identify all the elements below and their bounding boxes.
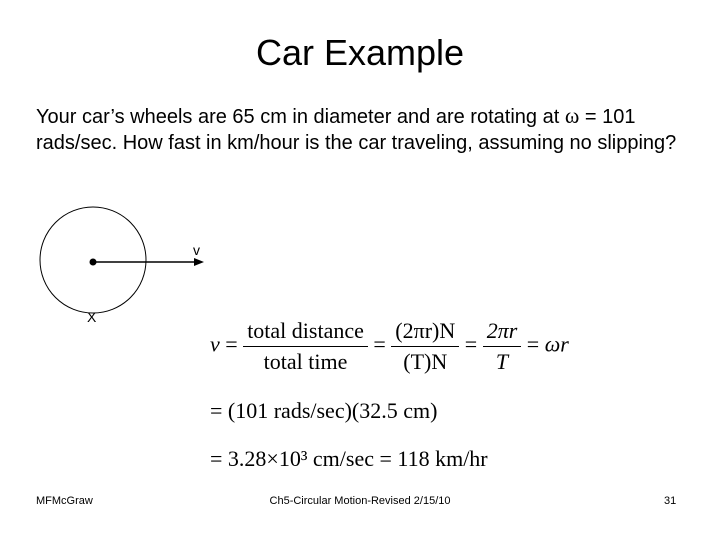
fraction-denominator: T <box>495 349 509 374</box>
fraction-numerator: (2πr)N <box>391 318 459 347</box>
equals-sign: = <box>225 331 238 357</box>
velocity-arrowhead <box>194 258 204 266</box>
fraction-circumference-period <box>391 318 459 375</box>
equals-sign: = <box>464 331 478 357</box>
fraction-denominator: (T)N <box>403 349 448 374</box>
equals-sign: = <box>373 331 386 357</box>
footer-page-number: 31 <box>664 495 677 507</box>
velocity-label: v <box>193 242 200 258</box>
wheel-center-dot <box>90 259 97 266</box>
point-x-label: X <box>87 309 97 325</box>
fraction-distance-time <box>243 318 368 375</box>
fraction-simplified <box>483 318 522 375</box>
fraction-numerator: 2πr <box>483 318 522 347</box>
equation-line-2: = (101 rads/sec)(32.5 cm) <box>210 398 438 423</box>
equation-line-1 <box>210 318 569 375</box>
problem-text-part1: Your car’s wheels are 65 cm in diameter and are rotating at <box>36 106 565 128</box>
footer-author: MFMcGraw <box>36 495 93 507</box>
equation-result-omega-r: ωr <box>544 331 569 357</box>
equation-line-3: = 3.28×10³ cm/sec = 118 km/hr <box>210 446 488 471</box>
equation-lhs: v <box>210 331 220 357</box>
footer-course-title: Ch5-Circular Motion-Revised 2/15/10 <box>269 495 451 507</box>
slide-title: Car Example <box>255 32 465 73</box>
fraction-denominator: total time <box>263 349 348 374</box>
fraction-numerator: total distance <box>243 318 368 347</box>
problem-text-part2: = 101 rads/sec. How fast in km/hour is the car traveling, assuming no slipping? <box>36 106 677 154</box>
omega-symbol: ω <box>564 103 580 128</box>
equals-sign: = <box>526 331 540 357</box>
